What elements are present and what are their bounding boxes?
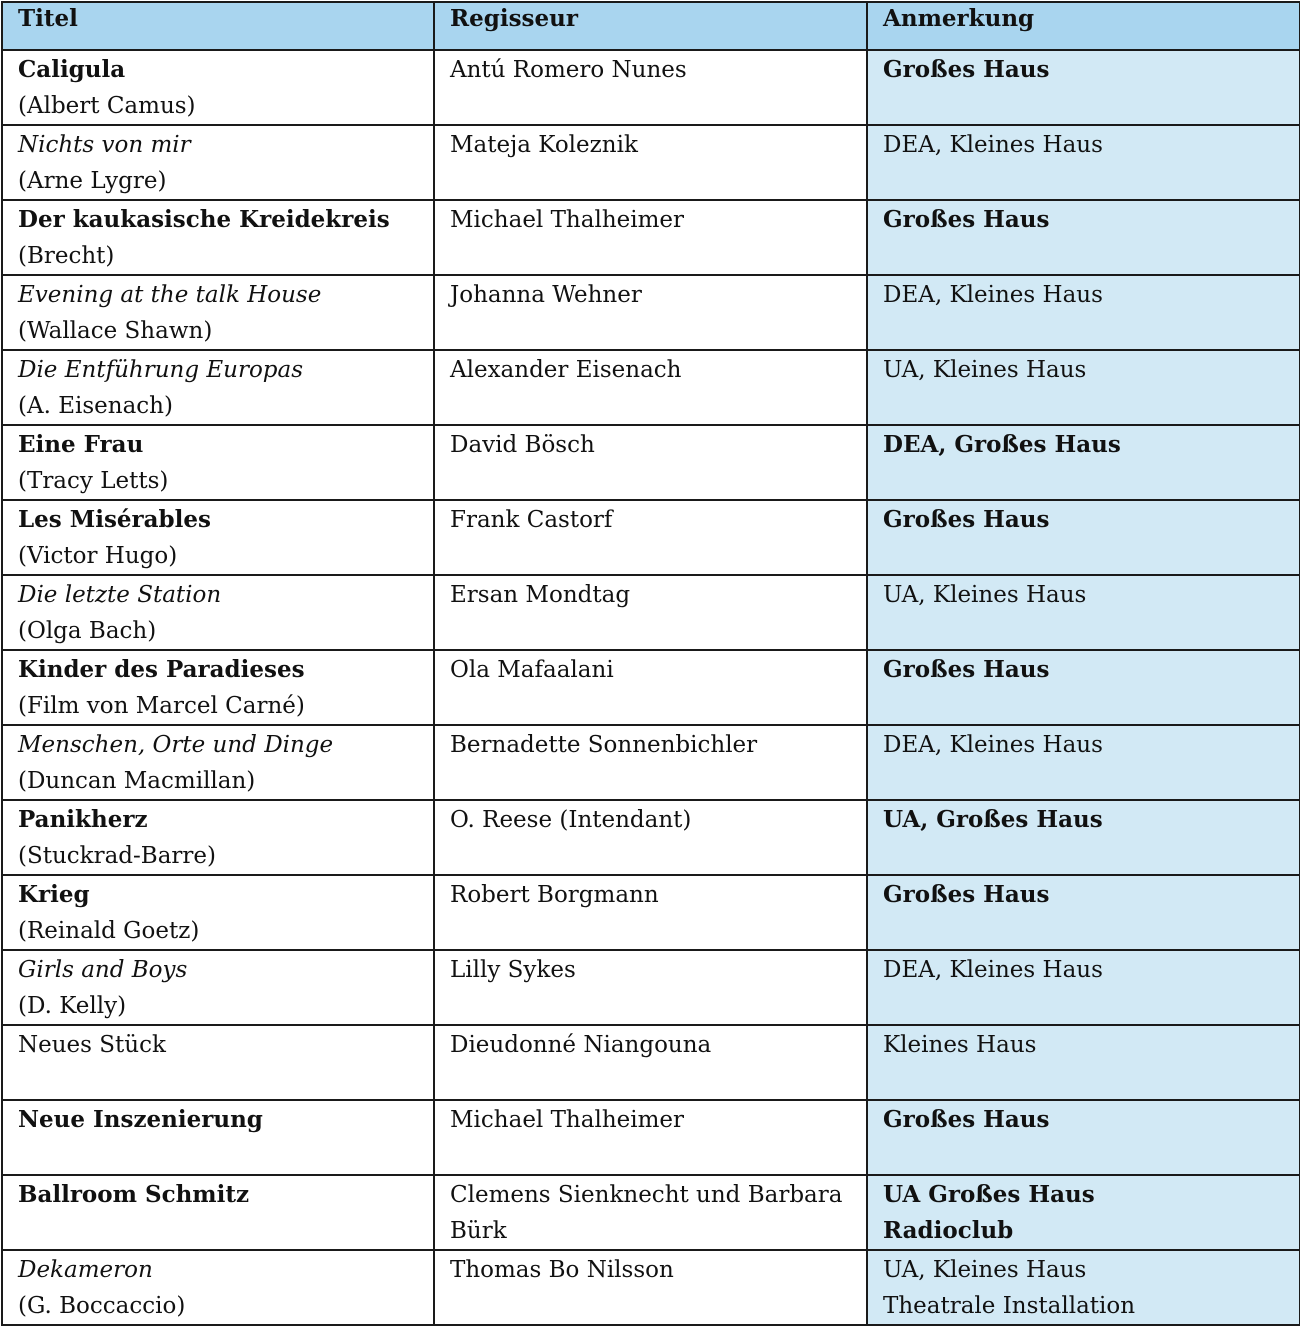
director-cell xyxy=(434,650,867,725)
note-text: UA, Kleines Haus xyxy=(883,1257,1087,1283)
director-name: Bernadette Sonnenbichler xyxy=(450,732,758,758)
director-name: Frank Castorf xyxy=(450,507,613,533)
table-row xyxy=(2,500,1300,575)
play-title: Ballroom Schmitz xyxy=(18,1181,250,1208)
note-text: UA, Kleines Haus xyxy=(883,582,1087,608)
play-author: (D. Kelly) xyxy=(18,993,127,1019)
note-text: DEA, Großes Haus xyxy=(883,431,1121,458)
play-title: Evening at the talk House xyxy=(18,282,322,308)
director-name: Ersan Mondtag xyxy=(450,582,631,608)
table-row xyxy=(2,200,1300,275)
note-text: Großes Haus xyxy=(883,656,1050,683)
director-cell xyxy=(434,500,867,575)
play-author: (G. Boccaccio) xyxy=(18,1293,186,1319)
play-title: Die letzte Station xyxy=(18,582,222,608)
play-author: (Victor Hugo) xyxy=(18,543,178,569)
play-title: Caligula xyxy=(18,56,126,83)
header-row xyxy=(2,2,1300,50)
note-cell xyxy=(867,1025,1300,1100)
title-cell xyxy=(2,1100,434,1175)
note-cell xyxy=(867,50,1300,125)
play-title: Nichts von mir xyxy=(18,132,191,158)
table-row xyxy=(2,1025,1300,1100)
director-name: Robert Borgmann xyxy=(450,882,659,908)
title-cell xyxy=(2,500,434,575)
director-cell xyxy=(434,200,867,275)
play-author: (A. Eisenach) xyxy=(18,393,173,419)
note-text: UA Großes Haus xyxy=(883,1181,1095,1208)
play-author: (Reinald Goetz) xyxy=(18,918,200,944)
note-text: DEA, Kleines Haus xyxy=(883,282,1103,308)
director-name: Dieudonné Niangouna xyxy=(450,1032,712,1058)
play-author: (Duncan Macmillan) xyxy=(18,768,256,794)
director-name: Antú Romero Nunes xyxy=(450,57,687,83)
title-cell xyxy=(2,1025,434,1100)
play-title: Der kaukasische Kreidekreis xyxy=(18,206,390,233)
play-title: Neues Stück xyxy=(18,1032,166,1058)
note-cell xyxy=(867,125,1300,200)
note-cell xyxy=(867,200,1300,275)
director-name: Lilly Sykes xyxy=(450,957,576,983)
play-title: Menschen, Orte und Dinge xyxy=(18,732,334,758)
director-cell xyxy=(434,950,867,1025)
director-name: Thomas Bo Nilsson xyxy=(450,1257,674,1283)
director-name: Ola Mafaalani xyxy=(450,657,614,683)
play-author: (Wallace Shawn) xyxy=(18,318,213,344)
play-author: (Olga Bach) xyxy=(18,618,157,644)
repertoire-table xyxy=(1,1,1300,1326)
table-row xyxy=(2,800,1300,875)
play-author: (Brecht) xyxy=(18,243,115,269)
title-cell xyxy=(2,800,434,875)
director-cell xyxy=(434,425,867,500)
note-cell xyxy=(867,425,1300,500)
title-cell xyxy=(2,200,434,275)
note-cell xyxy=(867,350,1300,425)
note-cell xyxy=(867,950,1300,1025)
note-text: UA, Großes Haus xyxy=(883,806,1103,833)
table-row xyxy=(2,650,1300,725)
table-row xyxy=(2,950,1300,1025)
note-text: Großes Haus xyxy=(883,881,1050,908)
director-cell xyxy=(434,1175,867,1250)
play-title: Krieg xyxy=(18,881,90,908)
table-row xyxy=(2,350,1300,425)
table-row xyxy=(2,1175,1300,1250)
note-text: DEA, Kleines Haus xyxy=(883,132,1103,158)
note-cell xyxy=(867,875,1300,950)
director-name: Mateja Koleznik xyxy=(450,132,638,158)
play-title: Dekameron xyxy=(18,1257,153,1283)
table-row xyxy=(2,1250,1300,1325)
play-author: (Stuckrad-Barre) xyxy=(18,843,216,869)
director-name: Bürk xyxy=(450,1218,507,1244)
note-text: Großes Haus xyxy=(883,506,1050,533)
director-name: David Bösch xyxy=(450,432,595,458)
note-cell xyxy=(867,1100,1300,1175)
note-cell xyxy=(867,575,1300,650)
note-text: Großes Haus xyxy=(883,206,1050,233)
director-cell xyxy=(434,800,867,875)
note-cell xyxy=(867,1175,1300,1250)
director-cell xyxy=(434,575,867,650)
director-cell xyxy=(434,1250,867,1325)
title-cell xyxy=(2,650,434,725)
title-cell xyxy=(2,725,434,800)
director-name: Alexander Eisenach xyxy=(450,357,682,383)
note-cell xyxy=(867,800,1300,875)
note-text: Kleines Haus xyxy=(883,1032,1037,1058)
play-author: (Film von Marcel Carné) xyxy=(18,693,305,719)
table-row xyxy=(2,1100,1300,1175)
note-text: Großes Haus xyxy=(883,1106,1050,1133)
header-regisseur: Regisseur xyxy=(434,2,867,50)
note-text: Großes Haus xyxy=(883,56,1050,83)
director-name: O. Reese (Intendant) xyxy=(450,807,692,833)
director-name: Michael Thalheimer xyxy=(450,207,685,233)
play-author: (Albert Camus) xyxy=(18,93,196,119)
director-cell xyxy=(434,725,867,800)
table-row xyxy=(2,725,1300,800)
title-cell xyxy=(2,125,434,200)
director-name: Michael Thalheimer xyxy=(450,1107,685,1133)
header-titel: Titel xyxy=(2,2,434,50)
director-cell xyxy=(434,1025,867,1100)
note-text: Radioclub xyxy=(883,1217,1014,1244)
title-cell xyxy=(2,50,434,125)
director-cell xyxy=(434,125,867,200)
title-cell xyxy=(2,1250,434,1325)
director-cell xyxy=(434,350,867,425)
note-cell xyxy=(867,725,1300,800)
note-cell xyxy=(867,500,1300,575)
director-cell xyxy=(434,1100,867,1175)
note-text: UA, Kleines Haus xyxy=(883,357,1087,383)
director-name: Clemens Sienknecht und Barbara xyxy=(450,1182,843,1208)
note-cell xyxy=(867,1250,1300,1325)
play-title: Neue Inszenierung xyxy=(18,1106,263,1133)
table-row xyxy=(2,50,1300,125)
title-cell xyxy=(2,350,434,425)
title-cell xyxy=(2,275,434,350)
title-cell xyxy=(2,875,434,950)
title-cell xyxy=(2,425,434,500)
header-anmerkung: Anmerkung xyxy=(867,2,1300,50)
director-cell xyxy=(434,275,867,350)
play-author: (Arne Lygre) xyxy=(18,168,167,194)
play-title: Les Misérables xyxy=(18,506,211,533)
note-text: DEA, Kleines Haus xyxy=(883,957,1103,983)
note-cell xyxy=(867,275,1300,350)
table-row xyxy=(2,425,1300,500)
table-row xyxy=(2,875,1300,950)
play-title: Panikherz xyxy=(18,806,148,833)
play-title: Eine Frau xyxy=(18,431,144,458)
director-cell xyxy=(434,50,867,125)
title-cell xyxy=(2,1175,434,1250)
table-row xyxy=(2,275,1300,350)
note-cell xyxy=(867,650,1300,725)
director-name: Johanna Wehner xyxy=(450,282,642,308)
play-title: Kinder des Paradieses xyxy=(18,656,305,683)
note-text: Theatrale Installation xyxy=(883,1293,1136,1319)
play-title: Die Entführung Europas xyxy=(18,357,304,383)
play-title: Girls and Boys xyxy=(18,957,188,983)
play-author: (Tracy Letts) xyxy=(18,468,169,494)
title-cell xyxy=(2,575,434,650)
table-row xyxy=(2,125,1300,200)
title-cell xyxy=(2,950,434,1025)
director-cell xyxy=(434,875,867,950)
note-text: DEA, Kleines Haus xyxy=(883,732,1103,758)
table-row xyxy=(2,575,1300,650)
